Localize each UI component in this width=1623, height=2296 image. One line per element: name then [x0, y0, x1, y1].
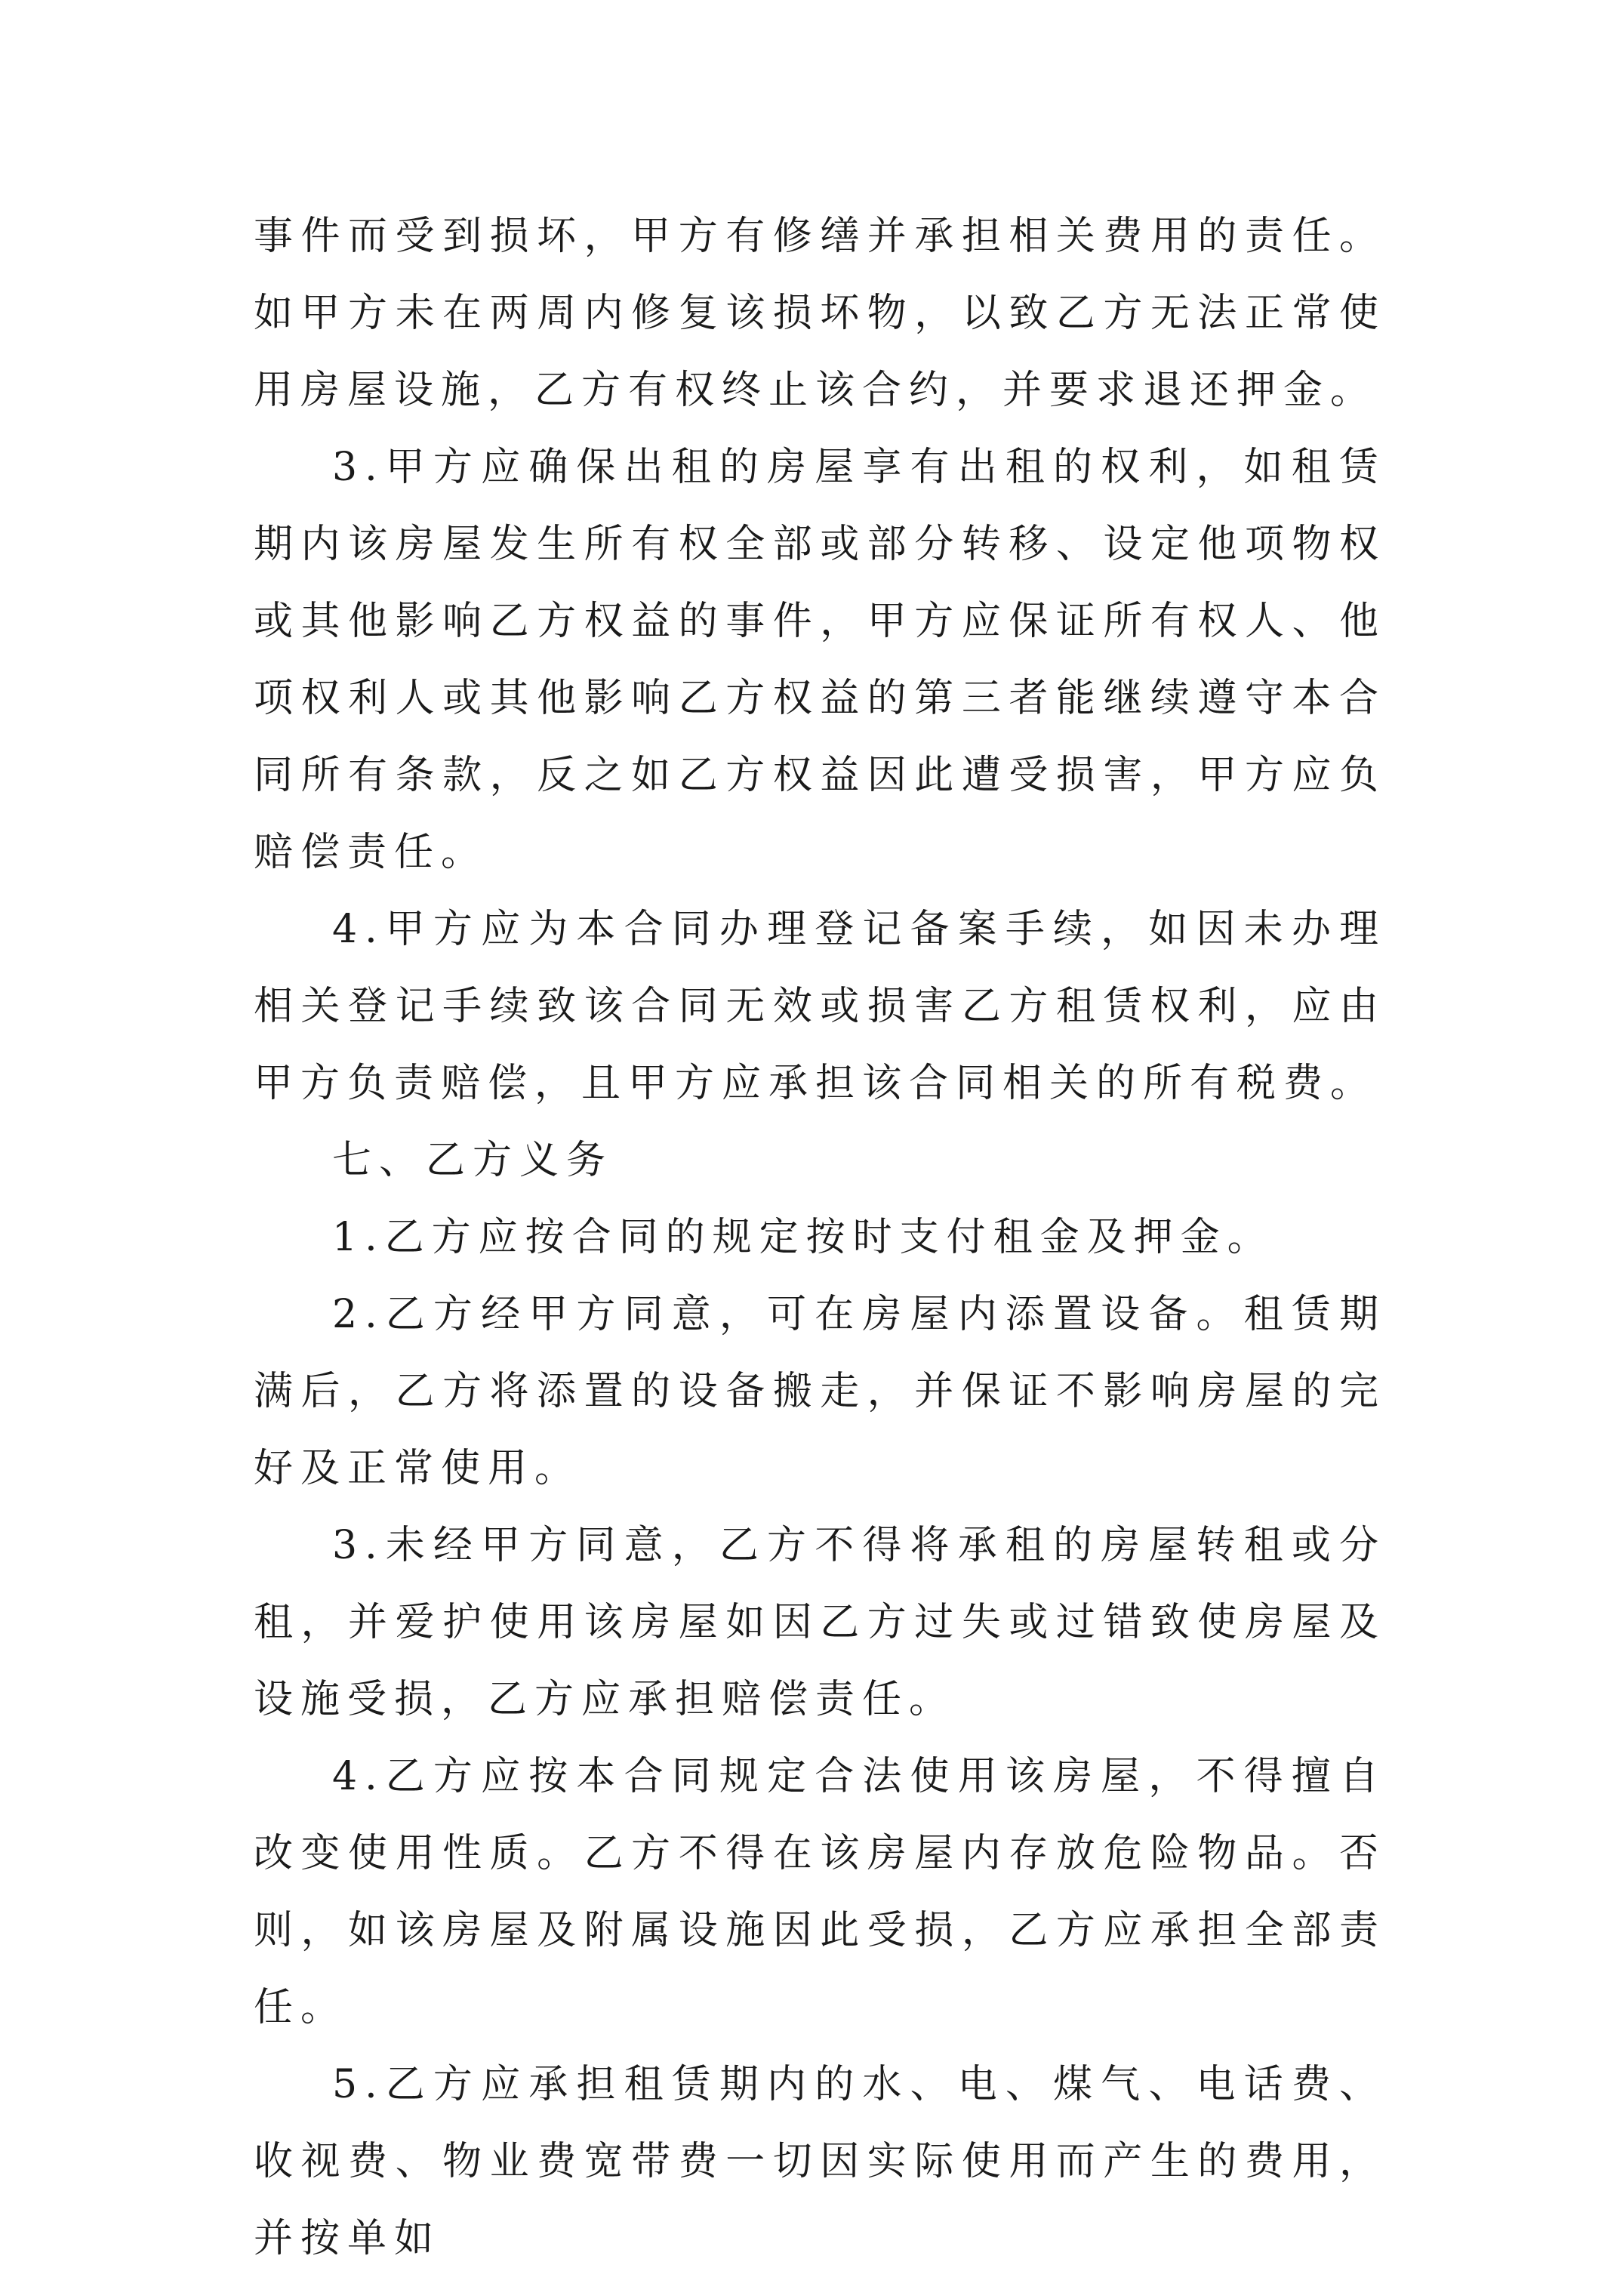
clause-landlord-3: 3.甲方应确保出租的房屋享有出租的权利，如租赁期内该房屋发生所有权全部或部分转移、设定他项物权或其他影响乙方权益的事件，甲方应保证所有权人、他项权利人或其他影响乙方权益的第三者能继续遵守本合同所有条款，反之如乙方权益因此遭受损害，甲方应负赔偿责任。	[254, 445, 1386, 875]
clause-tenant-4: 4.乙方应按本合同规定合法使用该房屋，不得擅自改变使用性质。乙方不得在该房屋内存放危险物品。否则，如该房屋及附属设施因此受损，乙方应承担全部责任。	[254, 1754, 1386, 2030]
clause-tenant-2: 2.乙方经甲方同意，可在房屋内添置设备。租赁期满后，乙方将添置的设备搬走，并保证不影响房屋的完好及正常使用。	[254, 1292, 1386, 1491]
paragraph-continuation: 事件而受到损坏，甲方有修缮并承担相关费用的责任。如甲方未在两周内修复该损坏物，以致乙方无法正常使用房屋设施，乙方有权终止该合约，并要求退还押金。	[254, 214, 1386, 413]
document-body	[254, 198, 1386, 2277]
section-heading-tenant-obligations: 七、乙方义务	[332, 1138, 614, 1183]
clause-tenant-3: 3.未经甲方同意，乙方不得将承租的房屋转租或分租，并爱护使用该房屋如因乙方过失或过错致使房屋及设施受损，乙方应承担赔偿责任。	[254, 1523, 1386, 1722]
clause-tenant-1: 1.乙方应按合同的规定按时支付租金及押金。	[332, 1215, 1274, 1260]
clause-landlord-4: 4.甲方应为本合同办理登记备案手续，如因未办理相关登记手续致该合同无效或损害乙方租赁权利，应由甲方负责赔偿，且甲方应承担该合同相关的所有税费。	[254, 907, 1386, 1106]
clause-tenant-5: 5.乙方应承担租赁期内的水、电、煤气、电话费、收视费、物业费宽带费一切因实际使用而产生的费用，并按单如	[254, 2062, 1386, 2261]
